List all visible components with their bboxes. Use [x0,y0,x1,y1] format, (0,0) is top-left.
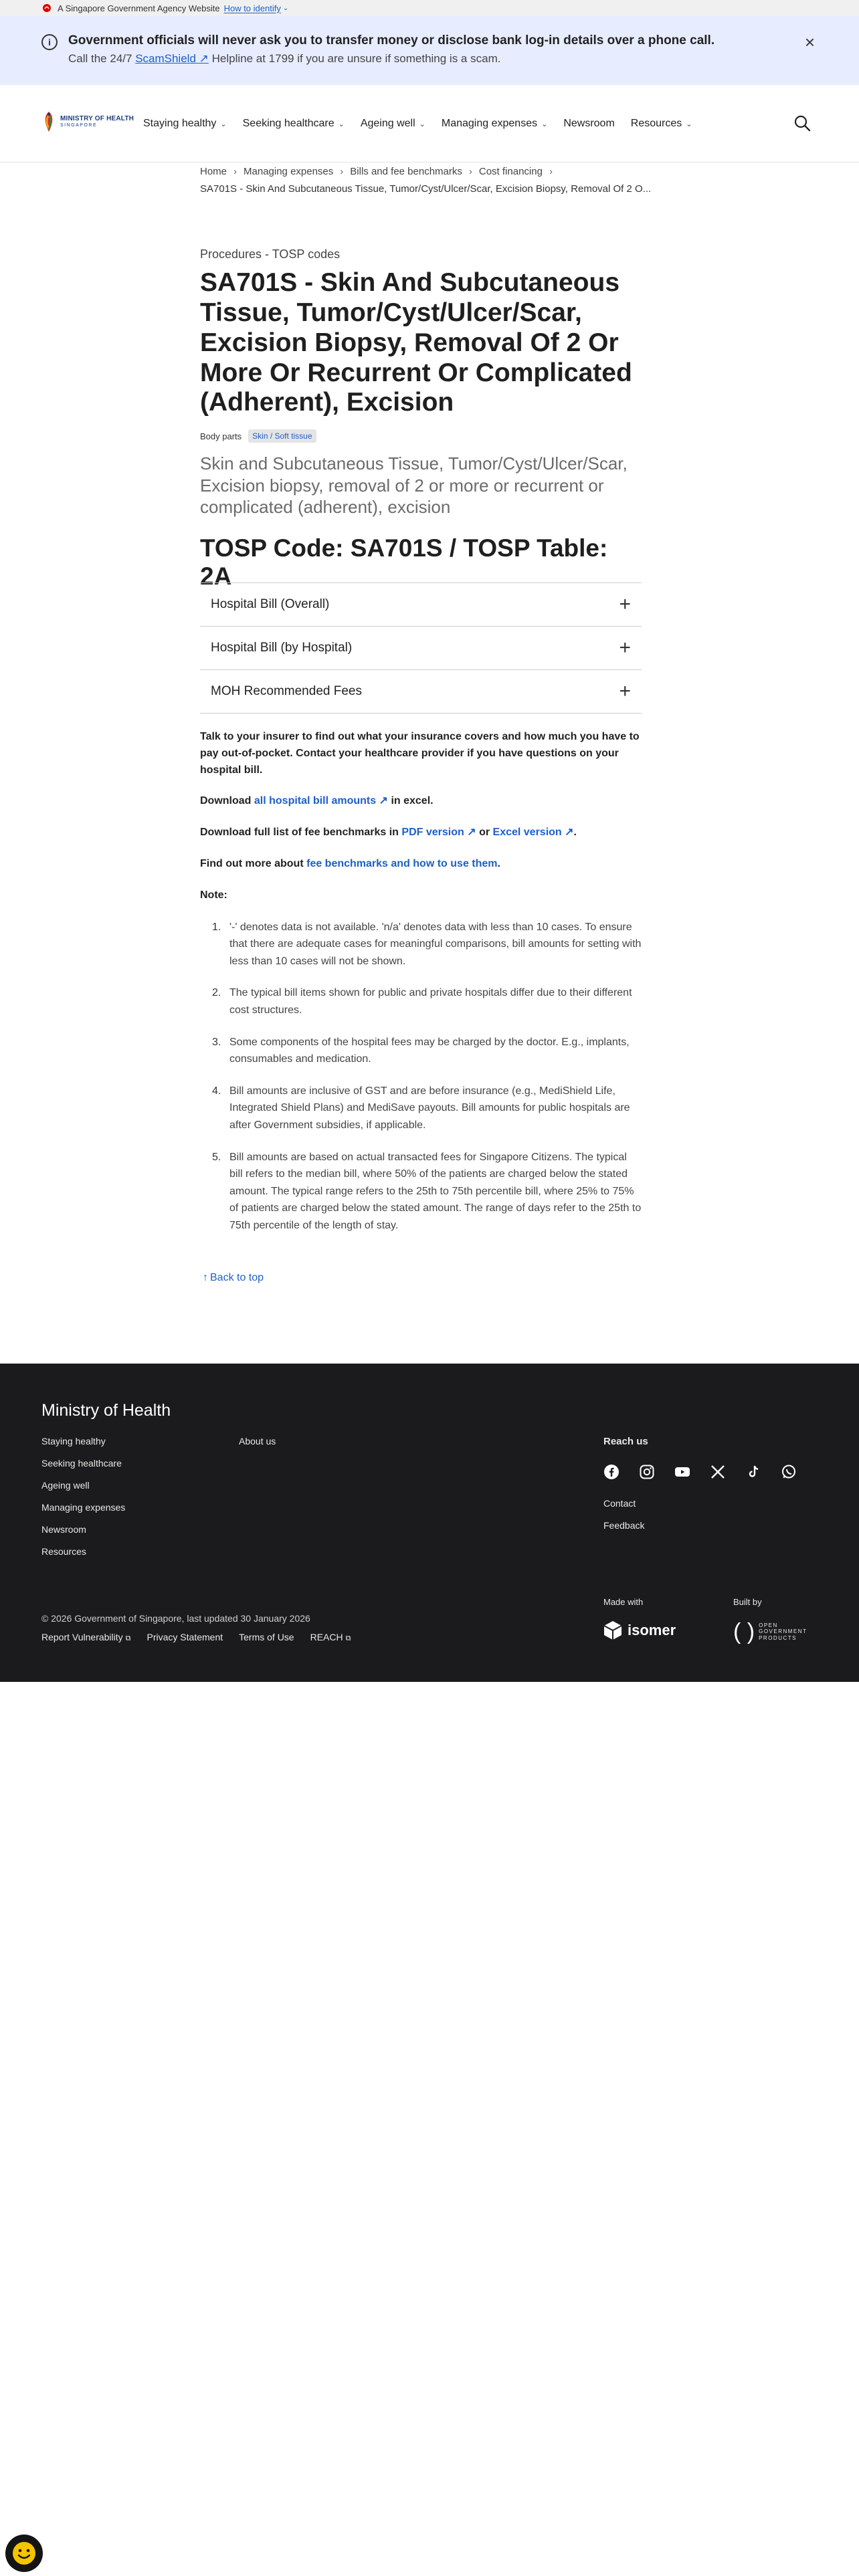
page-category: Procedures - TOSP codes [200,247,341,261]
footer-link[interactable]: Managing expenses [41,1502,126,1513]
fee-benchmarks-link[interactable]: fee benchmarks and how to use them [306,857,498,869]
reach-us-heading: Reach us [603,1436,648,1447]
breadcrumb-home[interactable]: Home [200,166,227,177]
list-item: Bill amounts are based on actual transacted fees for Singapore Citizens. The typical bill refers to the median bill, where 50% of the patients are charged below the stated amount. The typical range refers to the 25th to 75th percentile bill, where 25% to 75% of patients are charged below the stated amount. The range of days refer to the 25th to 75th percentile of the length of stay. [229,1151,642,1231]
youtube-icon[interactable] [674,1464,690,1480]
accordion-label: Hospital Bill (by Hospital) [211,641,353,655]
nav-staying-healthy[interactable] [143,118,227,130]
nav-label: Resources [630,118,682,129]
smiley-icon [11,2540,37,2567]
bill-accordion [200,582,642,714]
notice-suffix: Helpline at 1799 if you are unsure if something is a scam. [211,52,501,65]
how-to-identify-link[interactable]: How to identify [223,3,281,13]
nav-label: Newsroom [563,118,615,129]
ogp-line: PRODUCTS [759,1634,797,1641]
isomer-cube-icon [603,1620,622,1640]
nav-ageing-well[interactable] [361,118,425,130]
page-body [200,729,642,1249]
built-by-label: Built by [733,1597,762,1607]
moh-logo[interactable] [41,110,134,133]
ogp-line: OPEN [759,1622,778,1628]
primary-nav [143,85,692,163]
feedback-link[interactable]: Feedback [603,1520,645,1531]
pdf-version-link[interactable]: PDF version ↗ [401,827,476,839]
scam-notice-banner [0,16,859,85]
find-out-more-line [200,856,642,873]
breadcrumb-cost-financing[interactable]: Cost financing [478,166,543,177]
download-benchmarks-line [200,825,642,841]
breadcrumb [200,163,642,181]
logo-title: MINISTRY OF HEALTH [60,115,134,123]
isomer-logo[interactable] [603,1620,676,1640]
hospital-bill-amounts-link[interactable]: all hospital bill amounts ↗ [254,795,388,807]
chevron-down-icon: ⌄ [338,120,345,128]
text: in excel. [391,795,434,807]
close-icon[interactable]: × [804,32,815,52]
chevron-down-icon: ⌄ [541,120,548,128]
copyright-text: © 2026 Government of Singapore, last updated 30 January 2026 [41,1613,310,1624]
notice-prefix: Call the 24/7 [68,52,132,65]
text: . [573,827,577,839]
text: Download [200,795,252,807]
tiktok-icon[interactable] [745,1464,761,1480]
footer-link[interactable]: Resources [41,1546,86,1557]
plus-icon: + [619,680,631,702]
chevron-right-icon: › [340,166,344,177]
accordion-label: Hospital Bill (Overall) [211,597,330,611]
accordion-hospital-bill-by-hospital[interactable] [200,627,642,670]
info-icon: i [41,34,58,50]
link-label: Report Vulnerability [41,1632,123,1642]
note-heading: Note: [200,889,227,901]
notice-detail [68,52,500,66]
footer-brand: Ministry of Health [41,1401,171,1420]
notice-headline: Government officials will never ask you to transfer money or disclose bank log-in details over a phone call. [68,33,715,47]
nav-seeking-healthcare[interactable] [243,118,345,130]
contact-link[interactable]: Contact [603,1498,636,1509]
nav-label: Ageing well [360,118,415,129]
breadcrumb-managing-expenses[interactable]: Managing expenses [244,166,334,177]
reach-link[interactable] [310,1632,351,1643]
nav-newsroom[interactable] [563,118,614,130]
footer-contact-links [603,1498,644,1542]
download-bill-line [200,793,642,810]
chevron-down-icon[interactable]: ⌄ [282,4,289,12]
gov-masthead [0,0,859,16]
nav-resources[interactable] [631,118,692,130]
site-footer [0,1364,859,1682]
legal-links [41,1632,351,1643]
moh-logo-mark-icon [41,110,56,133]
excel-version-link[interactable]: Excel version ↗ [492,827,574,839]
whatsapp-icon[interactable] [781,1464,797,1480]
chevron-down-icon: ⌄ [419,120,425,128]
isomer-wordmark: isomer [628,1622,676,1638]
chevron-right-icon: › [549,166,553,177]
scamshield-link[interactable]: ScamShield ↗ [135,52,209,65]
tag-label: Body parts [200,431,242,441]
footer-link[interactable]: Newsroom [41,1524,86,1535]
insurer-note: Talk to your insurer to find out what your insurance covers and how much you have to pay out-of-pocket. Contact your healthcare provider if you have questions on your hospital bill. [200,731,640,776]
chevron-right-icon: › [468,166,472,177]
breadcrumb-current: SA701S - Skin And Subcutaneous Tissue, Tumor/Cyst/Ulcer/Scar, Excision Biopsy, Removal Of 2 O... [200,183,652,195]
main-content [200,163,652,1231]
accordion-hospital-bill-overall[interactable] [200,583,642,627]
nav-managing-expenses[interactable] [442,118,547,130]
instagram-icon[interactable] [639,1464,655,1480]
tag-row [200,429,316,443]
list-item: Bill amounts are inclusive of GST and are before insurance (e.g., MediShield Life, Integrated Shield Plans) and MediSave payouts. Bill amounts for public hospitals are after Government subsidies, if applicable. [229,1085,630,1131]
nav-label: Staying healthy [143,118,217,129]
page-title: SA701S - Skin And Subcutaneous Tissue, Tumor/Cyst/Ulcer/Scar, Excision Biopsy, Removal Of 2 Or More Or Recurrent Or Complicated (Adherent), Excision [200,268,632,417]
footer-link[interactable]: Ageing well [41,1480,90,1491]
accordion-moh-recommended-fees[interactable] [200,670,642,714]
back-to-top-link[interactable] [203,1272,264,1284]
notes-list [200,919,642,1235]
text: . [497,857,500,869]
search-icon[interactable] [793,114,811,132]
body-part-tag[interactable]: Skin / Soft tissue [248,429,316,443]
plus-icon: + [619,593,631,615]
back-to-top-label: Back to top [210,1272,264,1283]
main-navbar [0,85,859,163]
external-link-icon: ⧉ [125,1634,131,1642]
terms-of-use-link[interactable]: Terms of Use [239,1632,294,1642]
footer-link[interactable]: Staying healthy [41,1436,106,1446]
arrow-up-icon: ↑ [203,1272,208,1283]
list-item: Some components of the hospital fees may be charged by the doctor. E.g., implants, consumables and medication. [229,1036,630,1065]
nav-label: Managing expenses [441,118,538,129]
text: Find out more about [200,857,304,869]
nav-label: Seeking healthcare [242,118,335,129]
chevron-right-icon: › [233,166,237,177]
accordion-label: MOH Recommended Fees [211,684,362,698]
report-vulnerability-link[interactable] [41,1632,131,1643]
footer-about-link[interactable]: About us [239,1436,276,1446]
chevron-down-icon: ⌄ [686,120,692,128]
x-twitter-icon[interactable] [710,1464,726,1480]
masthead-text: A Singapore Government Agency Website [58,3,220,13]
text: or [479,827,490,839]
ogp-wordmark [759,1622,807,1642]
singapore-lion-icon [41,3,52,13]
tosp-heading: TOSP Code: SA701S / TOSP Table: 2A [200,534,608,590]
chevron-down-icon: ⌄ [220,120,227,128]
text: Download full list of fee benchmarks in [200,827,399,839]
external-link-icon: ⧉ [345,1634,351,1642]
list-item: The typical bill items shown for public and private hospitals differ due to their different cost structures. [229,987,632,1016]
social-links [603,1464,797,1480]
ogp-mark-icon: ( ) [733,1619,755,1644]
footer-link[interactable]: Seeking healthcare [41,1458,122,1469]
ogp-logo[interactable] [733,1620,807,1643]
chatbot-launcher[interactable] [5,2535,43,2572]
facebook-icon[interactable] [603,1464,619,1480]
ogp-line: GOVERNMENT [759,1628,807,1635]
made-with-label: Made with [603,1597,644,1607]
list-item: '-' denotes data is not available. 'n/a' denotes data with less than 10 cases. To ensure that there are adequate cases for meaningful comparisons, bill amounts for setting with less than 10 cases will not be shown. [229,921,642,967]
privacy-statement-link[interactable]: Privacy Statement [147,1632,223,1642]
footer-nav [41,1436,125,1568]
plus-icon: + [619,637,631,659]
logo-subtitle: SINGAPORE [60,122,98,128]
link-label: REACH [310,1632,343,1642]
page-subtitle: Skin and Subcutaneous Tissue, Tumor/Cyst/Ulcer/Scar, Excision biopsy, removal of 2 or more or recurrent or complicated (adherent), excision [200,453,628,517]
breadcrumb-bills[interactable]: Bills and fee benchmarks [350,166,462,177]
